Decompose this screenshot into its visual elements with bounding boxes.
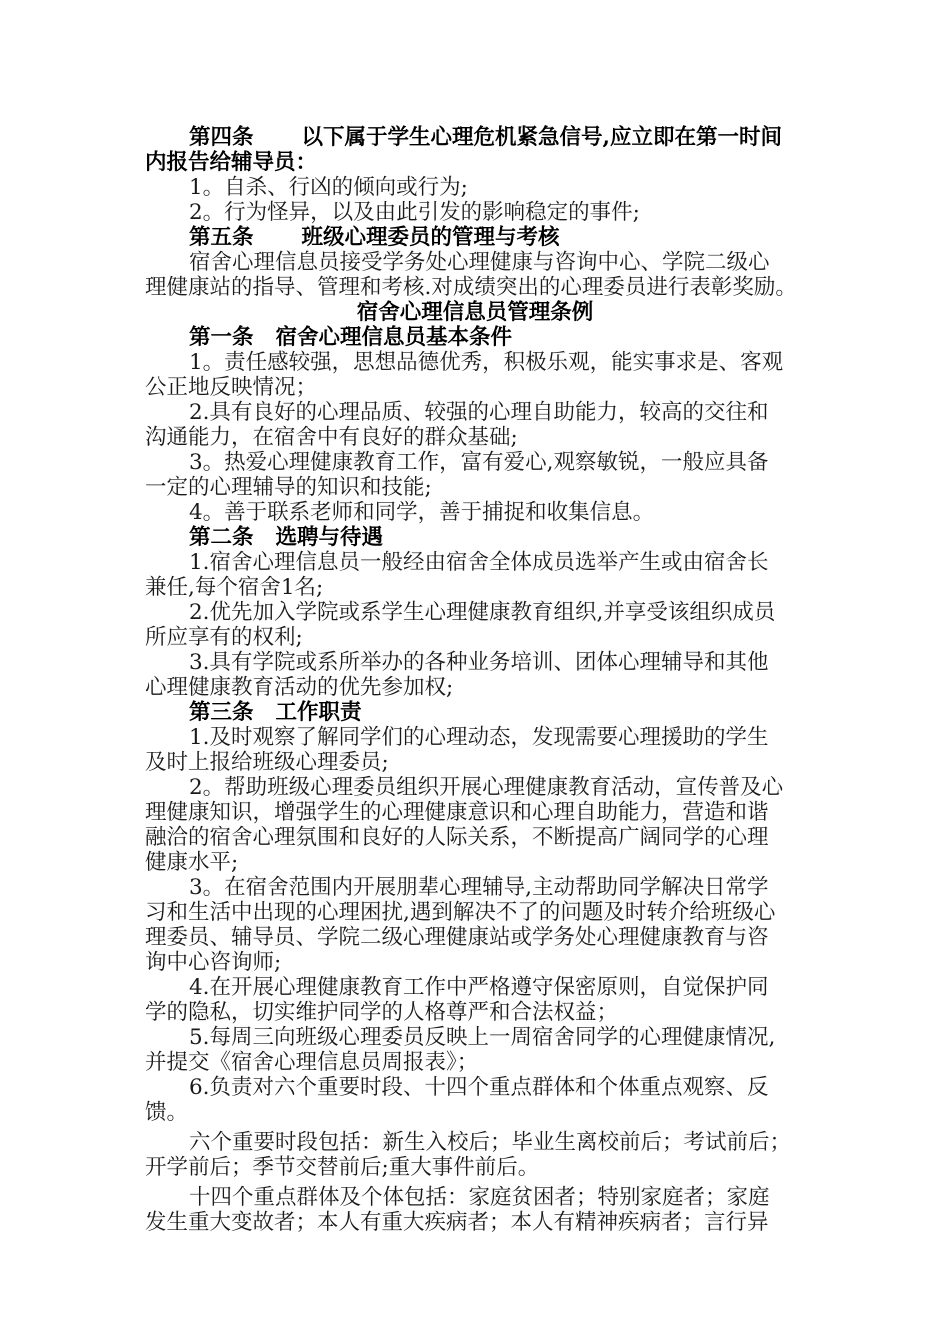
article-4-heading-cont: 内报告给辅导员： <box>145 150 318 175</box>
section-2-line: 2.优先加入学院或系学生心理健康教育组织,并享受该组织成员 <box>189 600 776 625</box>
article-4-label: 第四条 <box>189 125 254 150</box>
section-3-line: 馈。 <box>145 1100 189 1125</box>
section-3-line: 询中心咨询师; <box>145 950 282 975</box>
section-2-heading <box>145 525 805 550</box>
article-5-para-line-2: 理健康站的指导、管理和考核.对成绩突出的心理委员进行表彰奖励。 <box>145 275 797 300</box>
section-3-line: 健康水平; <box>145 850 239 875</box>
article-5-label: 第五条 <box>189 225 254 250</box>
article-4-title: 以下属于学生心理危机紧急信号,应立即在第一时间 <box>301 125 783 150</box>
article-5-heading <box>145 225 805 250</box>
section-3-line: 并提交《宿舍心理信息员周报表》； <box>145 1050 479 1075</box>
section-1-line: 3。热爱心理健康教育工作，富有爱心,观察敏锐，一般应具备 <box>189 450 769 475</box>
article-4-item-1: 1。自杀、行凶的倾向或行为; <box>189 175 468 200</box>
section-1-line: 沟通能力，在宿舍中有良好的群众基础; <box>145 425 518 450</box>
section-3-line: 理健康知识，增强学生的心理健康意识和心理自助能力，营造和谐 <box>145 800 769 825</box>
section-3-line: 5.每周三向班级心理委员反映上一周宿舍同学的心理健康情况, <box>189 1025 776 1050</box>
section-3-line: 习和生活中出现的心理困扰,遇到解决不了的问题及时转介给班级心 <box>145 900 776 925</box>
section-3-line: 及时上报给班级心理委员; <box>145 750 389 775</box>
section-1-label: 第一条 <box>189 325 254 350</box>
section-3-line: 2。帮助班级心理委员组织开展心理健康教育活动，宣传普及心 <box>189 775 784 800</box>
section-2-label: 第二条 <box>189 525 254 550</box>
section-3-line: 4.在开展心理健康教育工作中严格遵守保密原则，自觉保护同 <box>189 975 769 1000</box>
document-body <box>145 121 805 1235</box>
article-4-item-2: 2。行为怪异，以及由此引发的影响稳定的事件; <box>189 200 640 225</box>
section-1-heading <box>145 325 805 350</box>
section-3-line: 融洽的宿舍心理氛围和良好的人际关系，不断提高广阔同学的心理 <box>145 825 769 850</box>
section-2-line: 心理健康教育活动的优先参加权; <box>145 675 454 700</box>
section-3-line: 开学前后；季节交替前后;重大事件前后。 <box>145 1155 540 1180</box>
section-1-title: 宿舍心理信息员基本条件 <box>275 325 513 350</box>
article-5-title: 班级心理委员的管理与考核 <box>301 225 560 250</box>
section-2-title: 选聘与待遇 <box>275 525 384 550</box>
article-4-heading <box>145 125 805 150</box>
section-3-line: 1.及时观察了解同学们的心理动态，发现需要心理援助的学生 <box>189 725 769 750</box>
section-2-line: 所应享有的权利; <box>145 625 303 650</box>
section-3-line: 发生重大变故者；本人有重大疾病者；本人有精神疾病者；言行异 <box>145 1210 769 1235</box>
section-3-line: 3。在宿舍范围内开展朋辈心理辅导,主动帮助同学解决日常学 <box>189 875 769 900</box>
section-1-line: 1。责任感较强，思想品德优秀，积极乐观，能实事求是、客观 <box>189 350 784 375</box>
section-3-label: 第三条 <box>189 700 254 725</box>
section-3-line: 理委员、辅导员、学院二级心理健康站或学务处心理健康教育与咨 <box>145 925 769 950</box>
section-1-line: 4。善于联系老师和同学，善于捕捉和收集信息。 <box>189 500 655 525</box>
section-1-line: 2.具有良好的心理品质、较强的心理自助能力，较高的交往和 <box>189 400 769 425</box>
section-3-line: 六个重要时段包括：新生入校后；毕业生离校前后；考试前后； <box>189 1130 792 1155</box>
section-3-title: 工作职责 <box>275 700 362 725</box>
section-3-line: 学的隐私，切实维护同学的人格尊严和合法权益； <box>145 1000 619 1025</box>
section-3-line: 十四个重点群体及个体包括：家庭贫困者；特别家庭者；家庭 <box>189 1185 770 1210</box>
main-title: 宿舍心理信息员管理条例 <box>356 300 594 325</box>
article-5-para-line-1: 宿舍心理信息员接受学务处心理健康与咨询中心、学院二级心 <box>189 250 770 275</box>
section-3-line: 6.负责对六个重要时段、十四个重点群体和个体重点观察、反 <box>189 1075 769 1100</box>
section-2-line: 兼任,每个宿舍1名; <box>145 575 324 600</box>
section-2-line: 3.具有学院或系所举办的各种业务培训、团体心理辅导和其他 <box>189 650 769 675</box>
section-1-line: 一定的心理辅导的知识和技能; <box>145 475 432 500</box>
section-1-line: 公正地反映情况； <box>145 375 318 400</box>
section-3-heading <box>145 700 805 725</box>
section-2-line: 1.宿舍心理信息员一般经由宿舍全体成员选举产生或由宿舍长 <box>189 550 769 575</box>
